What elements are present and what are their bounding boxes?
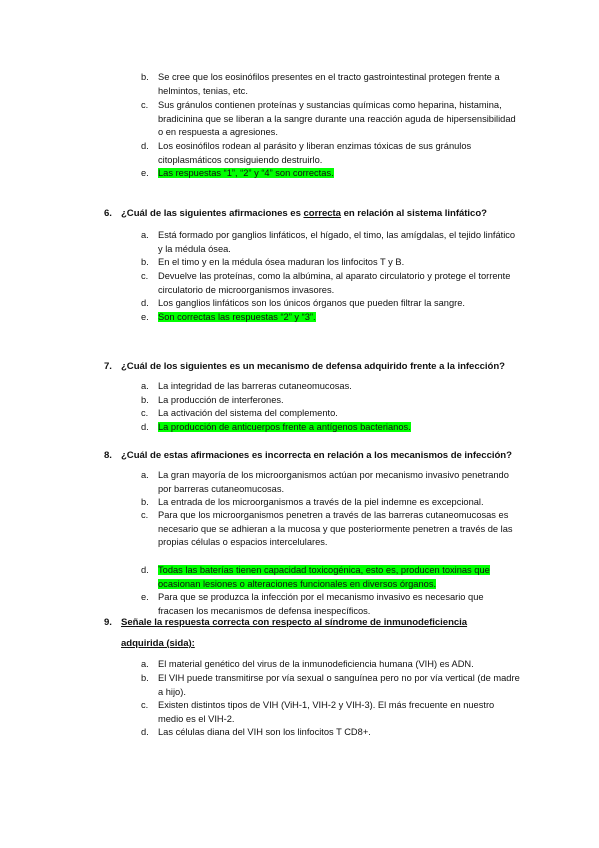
- option-text: En el timo y en la médula ósea maduran los linfocitos T y B.: [158, 257, 405, 267]
- highlighted-answer: Todas las baterías tienen capacidad toxicogénica, esto es, producen toxinas que ocasionan lesiones o alteraciones funcionales en diversos órganos.: [158, 565, 490, 589]
- question-7-heading: [104, 361, 505, 372]
- option-letter: c.: [141, 408, 149, 418]
- option-letter: a.: [141, 381, 149, 391]
- option-text: Sus gránulos contienen proteínas y sustancias químicas como heparina, histamina, bradicinina que se liberan a la sangre durante una reacción aguda de hipersensibilidad o en respuesta a agresiones.: [158, 100, 516, 138]
- option-letter: d.: [141, 422, 149, 432]
- question-text-start: ¿Cuál de las siguientes afirmaciones es: [121, 208, 304, 219]
- highlighted-answer: Son correctas las respuestas “2” y “3”.: [158, 312, 316, 322]
- option-letter: b.: [141, 497, 149, 507]
- option-letter: a.: [141, 230, 149, 240]
- option-letter: c.: [141, 100, 149, 110]
- option-d-correct: [141, 564, 521, 591]
- option-letter: c.: [141, 700, 149, 710]
- option-text: Para que se produzca la infección por el mecanismo invasivo es necesario que fracasen los mecanismos de defensa inespecíficos.: [158, 592, 484, 616]
- question-number: 6.: [104, 208, 112, 219]
- question-number: 8.: [104, 450, 112, 461]
- option-c: [141, 699, 521, 726]
- option-letter: a.: [141, 470, 149, 480]
- question-8-heading: [104, 450, 512, 461]
- option-letter: e.: [141, 312, 149, 322]
- option-text: Devuelve las proteínas, como la albúmina, al aparato circulatorio y protege el torrente circulatorio de microorganismos invasores.: [158, 271, 511, 295]
- option-text: Está formado por ganglios linfáticos, el hígado, el timo, las amígdalas, el tejido linfático y la médula ósea.: [158, 230, 516, 254]
- option-letter: b.: [141, 257, 149, 267]
- option-e: [141, 591, 521, 618]
- option-d: [141, 726, 521, 740]
- option-c: [141, 509, 521, 550]
- question-number: 7.: [104, 361, 112, 372]
- option-text: Las células diana del VIH son los linfocitos T CD8+.: [158, 727, 371, 737]
- option-text: Existen distintos tipos de VIH (ViH-1, VIH-2 y VIH-3). El más frecuente en nuestro medio es el VIH-2.: [158, 700, 495, 724]
- question-9-heading-line2: [121, 638, 195, 649]
- highlighted-answer: La producción de anticuerpos frente a antígenos bacterianos.: [158, 422, 411, 432]
- option-b: [141, 496, 521, 510]
- option-a: [141, 380, 521, 394]
- question-text: ¿Cuál de estas afirmaciones es incorrecta en relación a los mecanismos de infección?: [121, 450, 512, 461]
- option-d-correct: [141, 421, 521, 435]
- option-text: La integridad de las barreras cutaneomucosas.: [158, 381, 352, 391]
- option-b: [141, 256, 521, 270]
- option-text: El VIH puede transmitirse por vía sexual o sanguínea pero no por vía vertical (de madre a hijo).: [158, 673, 520, 697]
- option-text: La producción de interferones.: [158, 395, 284, 405]
- option-a: [141, 469, 521, 496]
- option-c: [141, 270, 521, 297]
- option-text: Los ganglios linfáticos son los únicos órganos que pueden filtrar la sangre.: [158, 298, 465, 308]
- highlighted-answer: Las respuestas “1”, “2” y “4” son correctas.: [158, 168, 334, 178]
- option-letter: c.: [141, 271, 149, 281]
- option-b: [141, 71, 521, 98]
- option-e-correct: [141, 167, 521, 181]
- option-b: [141, 672, 521, 699]
- option-text: El material genético del virus de la inmunodeficiencia humana (VIH) es ADN.: [158, 659, 474, 669]
- question-9-heading: [104, 617, 467, 628]
- option-letter: b.: [141, 72, 149, 82]
- option-text: Para que los microorganismos penetren a través de las barreras cutaneomucosas es necesario que se adhieran a la mucosa y que posteriormente penetren a través de las propias células o espacios intercelulares.: [158, 510, 513, 548]
- question-text-end: en relación al sistema linfático?: [340, 208, 487, 219]
- option-text: Los eosinófilos rodean al parásito y liberan enzimas tóxicas de sus gránulos citoplasmáticos consiguiendo destruirlo.: [158, 141, 472, 165]
- question-text: ¿Cuál de los siguientes es un mecanismo de defensa adquirido frente a la infección?: [121, 361, 505, 372]
- option-d: [141, 140, 521, 167]
- option-letter: d.: [141, 298, 149, 308]
- option-letter: b.: [141, 673, 149, 683]
- option-b: [141, 394, 521, 408]
- option-c: [141, 99, 521, 140]
- option-text: La entrada de los microorganismos a través de la piel indemne es excepcional.: [158, 497, 484, 507]
- option-letter: e.: [141, 592, 149, 602]
- option-letter: a.: [141, 659, 149, 669]
- question-6-heading: [104, 208, 487, 219]
- option-letter: c.: [141, 510, 149, 520]
- option-text: La activación del sistema del complemento.: [158, 408, 338, 418]
- option-a: [141, 229, 521, 256]
- question-number: 9.: [104, 617, 112, 628]
- question-text-line2: adquirida (sida):: [121, 638, 195, 649]
- question-text-line1: Señale la respuesta correcta con respecto al síndrome de inmunodeficiencia: [121, 617, 468, 628]
- option-letter: d.: [141, 727, 149, 737]
- option-text: La gran mayoría de los microorganismos actúan por mecanismo invasivo penetrando por barreras cutaneomucosas.: [158, 470, 509, 494]
- option-e-correct: [141, 311, 521, 325]
- option-a: [141, 658, 521, 672]
- option-letter: d.: [141, 141, 149, 151]
- option-letter: e.: [141, 168, 149, 178]
- option-letter: b.: [141, 395, 149, 405]
- option-text: Se cree que los eosinófilos presentes en el tracto gastrointestinal protegen frente a helmintos, tenias, etc.: [158, 72, 500, 96]
- option-d: [141, 297, 521, 311]
- option-letter: d.: [141, 565, 149, 575]
- option-c: [141, 407, 521, 421]
- question-keyword: correcta: [303, 208, 341, 219]
